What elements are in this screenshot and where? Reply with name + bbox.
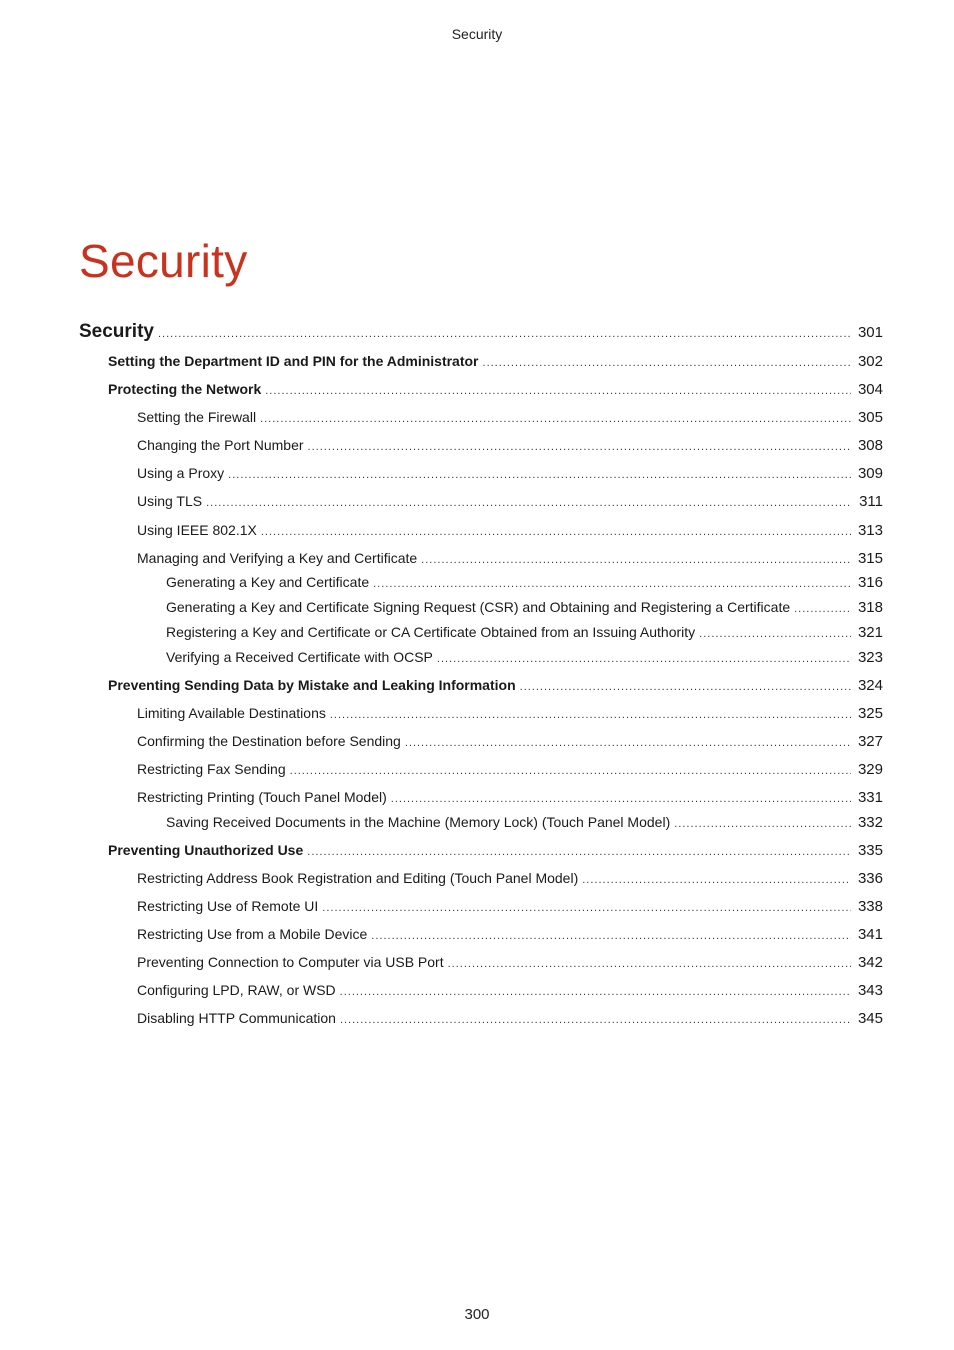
toc-entry-confirming-destination[interactable] <box>137 733 883 750</box>
toc-entry-label: Using TLS <box>137 493 203 509</box>
toc-entry-unauthorized-use[interactable] <box>108 842 883 859</box>
toc-entry-tls[interactable] <box>137 493 883 510</box>
toc-entry-label: Protecting the Network <box>108 381 262 397</box>
toc-entry-page: 332 <box>857 814 883 831</box>
toc-entry-page: 318 <box>857 599 883 616</box>
toc-dot-leader <box>373 578 851 590</box>
toc-entry-page: 343 <box>857 982 883 999</box>
toc-dot-leader <box>582 874 851 886</box>
toc-entry-page: 302 <box>857 353 883 370</box>
toc-dot-leader <box>290 765 851 777</box>
toc-dot-leader <box>391 793 851 805</box>
toc-entry-csr[interactable] <box>166 599 883 616</box>
toc-entry-firewall[interactable] <box>137 409 883 426</box>
toc-dot-leader <box>308 441 851 453</box>
toc-entry-page: 315 <box>857 550 883 567</box>
toc-entry-label: Setting the Department ID and PIN for the Administrator <box>108 353 479 369</box>
toc-dot-leader <box>448 958 851 970</box>
toc-entry-key-certificate[interactable] <box>137 550 883 567</box>
toc-dot-leader <box>330 709 851 721</box>
toc-entry-protecting-network[interactable] <box>108 381 883 398</box>
toc-entry-restricting-printing[interactable] <box>137 789 883 806</box>
toc-entry-http[interactable] <box>137 1010 883 1027</box>
toc-entry-label: Restricting Address Book Registration and Editing (Touch Panel Model) <box>137 870 579 886</box>
toc-dot-leader <box>340 1014 851 1026</box>
toc-entry-page: 335 <box>857 842 883 859</box>
toc-entry-page: 323 <box>857 649 883 666</box>
toc-entry-label: Managing and Verifying a Key and Certificate <box>137 550 418 566</box>
toc-dot-leader <box>158 328 851 340</box>
toc-dot-leader <box>520 681 851 693</box>
toc-entry-page: 342 <box>857 954 883 971</box>
toc-dot-leader <box>699 628 851 640</box>
toc-entry-ocsp[interactable] <box>166 649 883 666</box>
page-number: 300 <box>464 1306 490 1323</box>
toc-entry-label: Verifying a Received Certificate with OCSP <box>166 649 433 665</box>
toc-entry-label: Saving Received Documents in the Machine (Memory Lock) (Touch Panel Model) <box>166 814 671 830</box>
toc-entry-usb-port[interactable] <box>137 954 883 971</box>
running-header: Security <box>451 26 503 42</box>
toc-entry-label: Setting the Firewall <box>137 409 257 425</box>
toc-entry-page: 325 <box>857 705 883 722</box>
toc-entry-page: 338 <box>857 898 883 915</box>
toc-dot-leader <box>405 737 851 749</box>
toc-dot-leader <box>371 930 851 942</box>
toc-entry-port-number[interactable] <box>137 437 883 454</box>
toc-entry-page: 311 <box>859 493 883 510</box>
toc-entry-address-book[interactable] <box>137 870 883 887</box>
toc-entry-page: 331 <box>857 789 883 806</box>
toc-entry-label: Restricting Use from a Mobile Device <box>137 926 368 942</box>
toc-entry-label: Generating a Key and Certificate Signing Request (CSR) and Obtaining and Registering a Certificate <box>166 599 791 615</box>
toc-entry-label: Restricting Printing (Touch Panel Model) <box>137 789 387 805</box>
toc-dot-leader <box>794 603 851 615</box>
toc-entry-security[interactable] <box>79 321 883 343</box>
toc-entry-page: 345 <box>857 1010 883 1027</box>
toc-entry-label: Preventing Sending Data by Mistake and Leaking Information <box>108 677 516 693</box>
chapter-title: Security <box>79 235 248 287</box>
toc-entry-label: Configuring LPD, RAW, or WSD <box>137 982 336 998</box>
toc-entry-lpd-raw-wsd[interactable] <box>137 982 883 999</box>
toc-dot-leader <box>228 469 851 481</box>
toc-entry-label: Registering a Key and Certificate or CA Certificate Obtained from an Issuing Authority <box>166 624 696 640</box>
toc-entry-page: 301 <box>857 324 883 341</box>
toc-entry-page: 336 <box>857 870 883 887</box>
toc-dot-leader <box>421 554 851 566</box>
toc-entry-ieee-8021x[interactable] <box>137 522 883 539</box>
toc-dot-leader <box>340 986 851 998</box>
toc-entry-page: 309 <box>857 465 883 482</box>
toc-entry-mobile-device[interactable] <box>137 926 883 943</box>
toc-entry-page: 316 <box>857 574 883 591</box>
toc-entry-label: Restricting Fax Sending <box>137 761 286 777</box>
toc-entry-page: 321 <box>857 624 883 641</box>
toc-dot-leader <box>437 653 851 665</box>
toc-dot-leader <box>260 413 851 425</box>
toc-entry-department-id-pin[interactable] <box>108 353 883 370</box>
toc-entry-remote-ui[interactable] <box>137 898 883 915</box>
toc-entry-page: 308 <box>857 437 883 454</box>
toc-entry-page: 341 <box>857 926 883 943</box>
toc-dot-leader <box>483 357 851 369</box>
toc-entry-limiting-destinations[interactable] <box>137 705 883 722</box>
toc-entry-label: Preventing Unauthorized Use <box>108 842 304 858</box>
toc-entry-page: 329 <box>857 761 883 778</box>
toc-entry-label: Disabling HTTP Communication <box>137 1010 336 1026</box>
toc-entry-page: 313 <box>857 522 883 539</box>
toc-dot-leader <box>674 818 851 830</box>
toc-entry-generating-key[interactable] <box>166 574 883 591</box>
toc-entry-label: Preventing Connection to Computer via USB Port <box>137 954 444 970</box>
toc-dot-leader <box>265 385 851 397</box>
toc-entry-label: Using a Proxy <box>137 465 225 481</box>
toc-dot-leader <box>322 902 851 914</box>
toc-entry-registering-ca[interactable] <box>166 624 883 641</box>
toc-entry-page: 327 <box>857 733 883 750</box>
toc-entry-label: Limiting Available Destinations <box>137 705 326 721</box>
toc-entry-preventing-sending[interactable] <box>108 677 883 694</box>
toc-entry-label: Confirming the Destination before Sending <box>137 733 401 749</box>
toc-dot-leader <box>307 846 851 858</box>
toc-entry-page: 324 <box>857 677 883 694</box>
toc-entry-fax-sending[interactable] <box>137 761 883 778</box>
toc-entry-page: 304 <box>857 381 883 398</box>
toc-entry-page: 305 <box>857 409 883 426</box>
toc-entry-label: Changing the Port Number <box>137 437 304 453</box>
toc-entry-label: Generating a Key and Certificate <box>166 574 370 590</box>
toc-entry-label: Restricting Use of Remote UI <box>137 898 319 914</box>
toc-entry-memory-lock[interactable] <box>166 814 883 831</box>
toc-dot-leader <box>206 497 851 509</box>
toc-entry-label: Using IEEE 802.1X <box>137 522 257 538</box>
toc-entry-proxy[interactable] <box>137 465 883 482</box>
toc-entry-label: Security <box>79 321 154 342</box>
toc-dot-leader <box>261 526 851 538</box>
